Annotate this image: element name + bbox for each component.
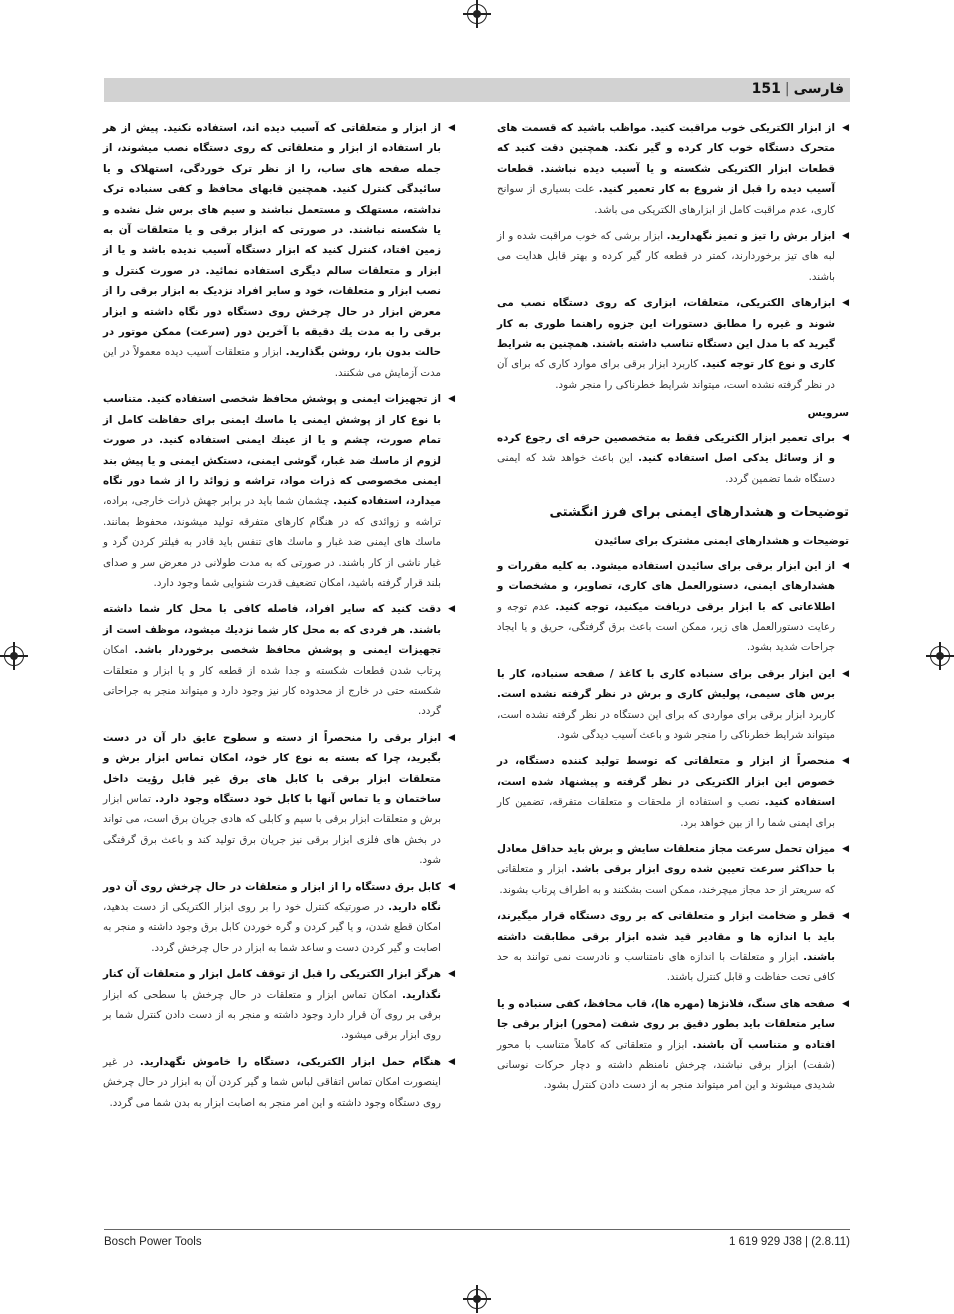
bullet-triangle-icon: ◀ <box>842 911 849 922</box>
instruction-normal-text: علت بسیاری از سوانح کاری، عدم مراقبت کامل از ابزارهای الکتریکی می باشد. <box>497 183 835 216</box>
safety-instruction-item <box>497 839 849 900</box>
instruction-bold-text: ابزارهای الکتریکی، متعلقات، ابزاری که روی دستگاه نصب می شوند و غیره را مطابق دستورات این جزوه راهنما طوری به کار گیرید که با مدل این دستگاه تناسب داشته باشند. همچنین به شرایط کاری و نوع کار توجه کنید. <box>497 297 835 371</box>
safety-instruction-item <box>103 118 455 383</box>
footer-divider <box>104 1229 850 1230</box>
subsection-heading: توضیحات و هشدارهای ایمنی مشترک برای سائیدن <box>594 535 849 548</box>
instruction-bold-text: از این ابزار برقی برای سائیدن استفاده میشود. به کلیه مقررات و هشدارهای ایمنی، دستورالعمل های کاری، تصاویر، و مشخصات و اطلاعاتی که با ابزار برقی دریافت میکنید، توجه کنید. <box>497 559 835 613</box>
bullet-triangle-icon: ◀ <box>842 560 849 571</box>
instruction-normal-text: ابزار برشی که خوب مراقبت شده و از لبه های تیز برخوردارند، کمتر در قطعه کار گیر کرده و بهتر قابل هدایت می باشند. <box>497 230 835 283</box>
instruction-bold-text: کابل برق دستگاه را از ابزار و متعلقات در حال چرخش روی آن دور نگاه دارید. <box>103 880 441 914</box>
safety-instruction-item <box>497 906 849 988</box>
instruction-normal-text: کاربرد ابزار برقی برای موارد کاری که برای آن در نظر گرفته نشده است، میتواند شرایط خطرناکی را منجر شود. <box>497 358 835 391</box>
bullet-triangle-icon: ◀ <box>448 123 455 133</box>
bullet-triangle-icon: ◀ <box>448 1056 455 1067</box>
instruction-normal-text: تماس ابزار برش و متعلقات ابزار برقی با سیم و کابلی که هادی جریان برق است، می تواند در بخش های فلزی ابزار برقی نیز جریان برق تولید کند و باعث برق گرفتگی شود. <box>103 793 441 867</box>
safety-instruction-item <box>497 751 849 833</box>
instruction-normal-text: ابزار و متعلقاتی که سریعتر از حد مجاز میچرخند، ممکن است بشکنند و به اطراف پرتاب بشوند. <box>497 863 835 896</box>
page-language: فارسی <box>793 81 844 97</box>
section-heading: توضیحات و هشدارهای ایمنی برای فرز انگشتی <box>549 504 849 520</box>
bullet-triangle-icon: ◀ <box>842 298 849 309</box>
safety-instruction-item <box>497 428 849 489</box>
subsection-heading: سرویس <box>807 407 849 420</box>
right-column <box>497 118 849 1102</box>
instruction-bold-text: هنگام حمل ابزار الکتریکی، دستگاه را خاموش نگهدارید. <box>139 1055 441 1068</box>
instruction-normal-text: کاربرد ابزار برقی برای مواردی که برای این دستگاه در نظر گرفته نشده است، میتواند شرایط خطرناکی را منجر شود و باعث آسیب دیدگی شود. <box>497 708 835 741</box>
instruction-normal-text: ابزار و متعلقات با اندازه های نامتناسب و نادرست نمی توانند به حد کافی تحت حفاظت و قابل کنترل باشند. <box>497 951 835 984</box>
instruction-normal-text: امکان تماس ابزار و متعلقات در حال چرخش با سطحی که ابزار برقی بر روی آن قرار دارد وجود داشته و منجر به از دست دادن کنترل شما بر روی ابزار برقی میشود. <box>103 988 441 1042</box>
instruction-bold-text: این ابزار برقی برای سنباده کاری با کاغذ / صفحه سنباده، کار با برس های سیمی، پولیش کاری و برش در نظر گرفته نشده است. <box>497 667 835 701</box>
safety-instruction-item <box>497 994 849 1096</box>
bullet-triangle-icon: ◀ <box>448 881 455 892</box>
safety-instruction-item <box>497 556 849 658</box>
registration-mark-left <box>4 646 24 666</box>
bullet-triangle-icon: ◀ <box>842 998 849 1009</box>
instruction-normal-text: امکان پرتاب شدن قطعات شکسته و جدا شده از قطعه کار و یا ابزار و متعلقات شکسته حتی در خارج از محدوده کار نیز وجود دارد و میتواند منجر به جراحاتی گردد. <box>103 644 441 718</box>
instruction-normal-text: نصب و استفاده از ملحقات و متعلقات متفرقه، تضمین کار برای ایمنی شما را از بین خواهد برد. <box>497 796 835 829</box>
page-header-bar <box>104 78 850 102</box>
instruction-bold-text: دقت کنید که سایر افراد، فاصله کافی با محل کار شما داشته باشند. هر فردی که به محل کار شما نزدیك میشود، موظف است از تجهیزات ایمنی و پوشش محافظ شخصی برخوردار باشد. <box>103 603 441 657</box>
safety-instruction-item <box>103 964 455 1046</box>
page-header-text: فارسی|151 <box>751 81 844 97</box>
bullet-triangle-icon: ◀ <box>448 969 455 980</box>
safety-instruction-item <box>103 1052 455 1113</box>
registration-mark-top <box>467 4 487 24</box>
bullet-triangle-icon: ◀ <box>842 123 849 133</box>
instruction-bold-text: قطر و ضخامت ابزار و متعلقاتی که بر روی دستگاه قرار میگیرند، باید با اندازه ها و مقادیر قید شده ابزار برقی مطابقت داشته باشند. <box>497 910 835 964</box>
instruction-bold-text: از تجهیزات ایمنی و پوشش محافظ شخصی استفاده کنید. متناسب با نوع کار از پوشش ایمنی یا ماسك ایمنی برای حفاظت کامل از تمام صورت، چشم و یا از عینك ایمنی استفاده کنید. در صورت لزوم از ماسك ضد غبار، گوشی ایمنی، دستکش ایمنی و یا پیش بند ایمنی مخصوصی که ذرات مواد، تراشه و زوائد را از شما دور نگاه میدارد، استفاده کنید. <box>103 393 441 508</box>
safety-instruction-item <box>103 599 455 721</box>
instruction-bold-text: ابزار برقی را منحصراً از دسته و سطوح عایق دار آن در دست بگیرید، چرا که بسته به نوع کار خود، امکان تماس ابزار برش و متعلقات ابزار برقی با کابل های برق غیر قابل رؤیت داخل ساختمان و یا تماس آنها با کابل خود دستگاه وجود دارد. <box>103 731 441 805</box>
bullet-triangle-icon: ◀ <box>448 394 455 405</box>
instruction-bold-text: از ابزار و متعلقاتی که آسیب دیده اند، استفاده نکنید. پیش از هر بار استفاده از ابزار و متعلقاتی که روی دستگاه نصب میشوند، از جمله صفحه های ساب، را از نظر ترک خوردگی، استهلاک و یا سائیدگی کنترل کنید. همچنین قابهای محافظ و کفی سنباده ترک نداشته، مستهلک و مستعمل نباشند و سیم های برس شل نشده و یا شکسته نباشند. در صورتی که ابزار برقی و یا متعلقات آن به زمین افتاد، کنترل کنید که ابزار دستگاه آسیب ندیده باشد و یا از ابزار و متعلقات سالم دیگری استفاده نمائید. در صورت کنترل و نصب ابزار و متعلقات، خود و سایر افراد نزدیک به ابزار برقی را از معرض ابزار در حال چرخش روی دستگاه دور نگاه داشته و ابزار برقی را به مدت یك دقیقه با آخرین دور (سرعت) ممکن موتور در حالت بدون بار، روشن بگذارید. <box>103 122 441 359</box>
safety-instruction-item <box>103 389 455 593</box>
bullet-triangle-icon: ◀ <box>842 432 849 443</box>
registration-mark-bottom <box>467 1289 487 1309</box>
instruction-bold-text: میزان تحمل سرعت مجاز متعلقات سایش و برش باید حداقل معادل با حداکثر سرعت تعیین شده روی ابزار برقی باشد. <box>497 843 835 876</box>
safety-instruction-item <box>497 664 849 746</box>
safety-instruction-item <box>497 118 849 220</box>
instruction-normal-text: ابزار و متعلقاتی که کاملاً متناسب با محور (شفت) ابزار برقی نباشند، چرخش نامنظم داشته و دچار حرکات نوسانی شدیدی میشوند و این امر میتواند منجر به از دست دادن کنترل بشود. <box>497 1038 835 1092</box>
safety-instruction-item <box>497 226 849 287</box>
instruction-normal-text: این باعث خواهد شد که ایمنی دستگاه شما تضمین گردد. <box>497 452 835 485</box>
instruction-bold-text: هرگز ابزار الکتریکی را قبل از توقف کامل ابزار و متعلقات آن کنار نگذارید. <box>103 968 441 1001</box>
instruction-normal-text: ابزار و متعلقات آسیب دیده معمولاً در این مدت آزمایش می شکنند. <box>103 346 441 379</box>
bullet-triangle-icon: ◀ <box>448 732 455 743</box>
page-number: 151 <box>751 81 781 97</box>
instruction-bold-text: ابزار برش را تیز و تمیز نگهدارید. <box>666 230 835 243</box>
bullet-triangle-icon: ◀ <box>448 604 455 615</box>
registration-mark-right <box>930 646 950 666</box>
safety-instruction-item <box>103 728 455 871</box>
safety-instruction-item <box>103 877 455 959</box>
instruction-bold-text: از ابزار الکتریکی خوب مراقبت کنید. مواظب باشید که قسمت های متحرک دستگاه خوب کار کرده و گیر نکند. همچنین دقت کنید که قطعات ابزار الکتریکی شکسته و یا آسیب دیده نباشند. قطعات آسیب دیده را قبل از شروع به کار تعمیر کنید. <box>497 122 835 196</box>
bullet-triangle-icon: ◀ <box>842 668 849 679</box>
safety-instruction-item <box>497 293 849 395</box>
instruction-bold-text: منحصراً از ابزار و متعلقاتی که توسط تولید کننده دستگاه، در خصوص این ابزار الکتریکی در نظر گرفته و پیشنهاد شده است، استفاده کنید. <box>497 755 835 809</box>
bullet-triangle-icon: ◀ <box>842 844 849 854</box>
instruction-normal-text: عدم توجه و رعایت دستورالعمل های زیر، ممکن است باعث برق گرفتگی، حریق و یا ایجاد جراحات شدید بشود. <box>497 600 835 654</box>
instruction-normal-text: در صورتیکه کنترل خود را بر روی ابزار الکتریکی از دست بدهید، امکان قطع شدن، و یا گیر کردن و گره خوردن کابل برق وجود داشته و منجر به اصابت و گیر کردن دست و ساعد شما به ابزار در حال چرخش گردد. <box>103 901 441 954</box>
footer-document-code: 1 619 929 J38 | (2.8.11) <box>728 1236 850 1248</box>
instruction-normal-text: چشمان شما باید در برابر جهش ذرات خارجی، براده، تراشه و زوائدی که در هنگام کارهای متفرقه تولید میشوند، محفوظ بمانند. ماسك های ایمنی ضد غبار و ماسك های تنفس باید قادر به فیلتر کردن گرد و غبار ناشی از کار باشند. در صورتی که به مدت طولانی در معرض سر و صدای بلند قرار گرفته باشید، امکان تضعیف قدرت شنوایی شما وجود دارد. <box>103 495 441 589</box>
bullet-triangle-icon: ◀ <box>842 231 849 242</box>
instruction-normal-text: در غیر اینصورت امکان تماس اتفاقی لباس شما و گیر کردن آن به ابزار در حال چرخش روی دستگاه وجود داشته و این امر منجر به اصابت ابزار به بدن شما می گردد. <box>103 1055 441 1109</box>
instruction-bold-text: برای تعمیر ابزار الکتریکی فقط به متخصصین حرفه ای رجوع کرده و از وسائل یدکی اصل استفاده کنید. <box>497 431 835 465</box>
bullet-triangle-icon: ◀ <box>842 756 849 767</box>
footer-brand: Bosch Power Tools <box>104 1236 202 1248</box>
instruction-bold-text: صفحه های سنگ، فلانژها (مهره ها)، قاب محافظ، کفی سنباده و یا سایر متعلقات باید بطور دقیق بر روی شفت (محور) ابزار برقی جا افتاده و متناسب آن باشند. <box>497 997 835 1051</box>
left-column <box>103 118 455 1119</box>
